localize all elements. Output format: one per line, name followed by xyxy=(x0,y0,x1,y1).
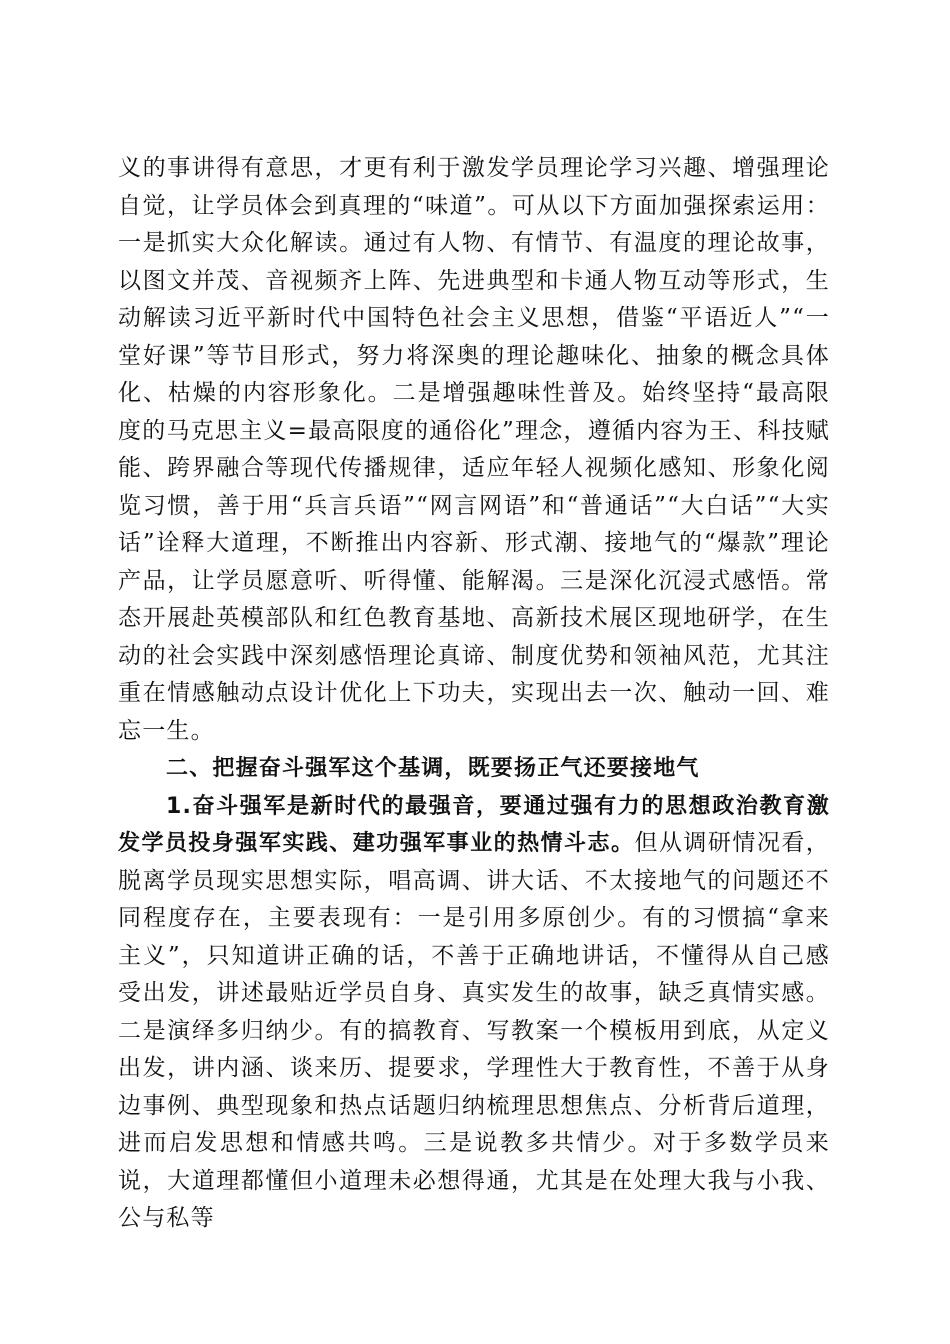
paragraph-2 xyxy=(118,788,830,1238)
paragraph-2-lead: 1.奋斗强军是新时代的最强音，要通过强有力的思想政治教育激发学员投身强军实践、建功强军事业的热情斗志。 xyxy=(118,793,830,856)
paragraph-1: 义的事讲得有意思，才更有利于激发学员理论学习兴趣、增强理论自觉，让学员体会到真理的“味道”。可从以下方面加强探索运用：一是抓实大众化解读。通过有人物、有情节、有温度的理论故事，以图文并茂、音视频齐上阵、先进典型和卡通人物互动等形式，生动解读习近平新时代中国特色社会主义思想，借鉴“平语近人”“一堂好课”等节目形式，努力将深奥的理论趣味化、抽象的概念具体化、枯燥的内容形象化。二是增强趣味性普及。始终坚持“最高限度的马克思主义=最高限度的通俗化”理念，遵循内容为王、科技赋能、跨界融合等现代传播规律，适应年轻人视频化感知、形象化阅览习惯，善于用“兵言兵语”“网言网语”和“普通话”“大白话”“大实话”诠释大道理，不断推出内容新、形式潮、接地气的“爆款”理论产品，让学员愿意听、听得懂、能解渴。三是深化沉浸式感悟。常态开展赴英模部队和红色教育基地、高新技术展区现地研学，在生动的社会实践中深刻感悟理论真谛、制度优势和领袖风范，尤其注重在情感触动点设计优化上下功夫，实现出去一次、触动一回、难忘一生。 xyxy=(118,155,830,744)
section-heading-2: 二、把握奋斗强军这个基调，既要扬正气还要接地气 xyxy=(166,756,700,781)
document-body xyxy=(118,150,830,1238)
paragraph-2-body: 但从调研情况看，脱离学员现实思想实际，唱高调、讲大话、不太接地气的问题还不同程度存在，主要表现有：一是引用多原创少。有的习惯搞“拿来主义”，只知道讲正确的话，不善于正确地讲话，不懂得从自己感受出发，讲述最贴近学员自身、真实发生的故事，缺乏真情实感。二是演绎多归纳少。有的搞教育、写教案一个模板用到底，从定义出发，讲内涵、谈来历、提要求，学理性大于教育性，不善于从身边事例、典型现象和热点话题归纳梳理思想焦点、分析背后道理，进而启发思想和情感共鸣。三是说教多共情少。对于多数学员来说，大道理都懂但小道理未必想得通，尤其是在处理大我与小我、公与私等 xyxy=(118,830,830,1231)
